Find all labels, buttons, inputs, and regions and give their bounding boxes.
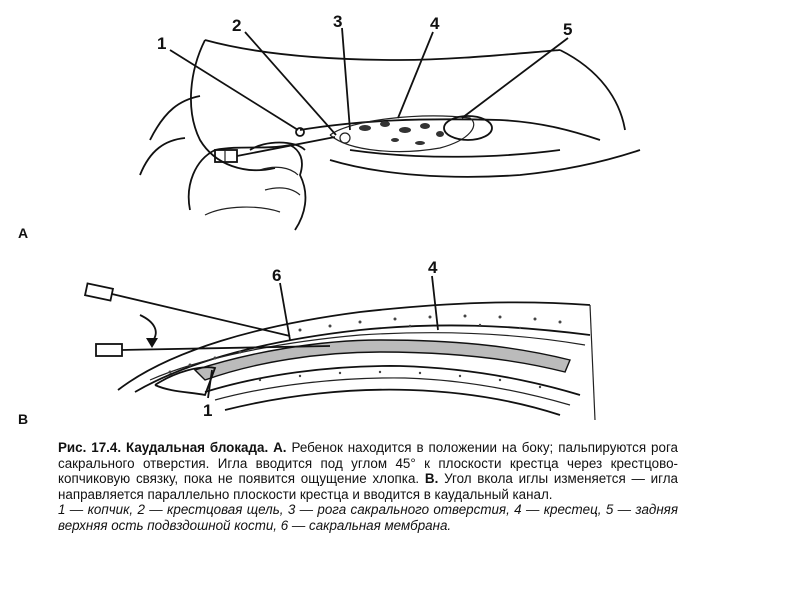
callout-6-b: 6 (272, 266, 282, 285)
caption-body (58, 440, 678, 502)
caption-label-b: В. (424, 471, 439, 487)
caption-legend: 1 — копчик, 2 — крестцовая щель, 3 — рога сакрального отверстия, 4 — крестец, 5 — задняя верхняя ость подвздошной кости, 6 — сакральная мембрана. (58, 502, 678, 533)
callout-line-5 (462, 38, 568, 118)
callout-5-a: 5 (563, 20, 573, 39)
panel-letter-a: A (18, 225, 29, 241)
callout-line-4 (398, 32, 433, 118)
caption-title: Рис. 17.4. Каудальная блокада. А. (58, 440, 287, 455)
figure-caption (58, 440, 678, 534)
callout-1-b: 1 (203, 401, 213, 420)
panel-a-drawing (18, 12, 640, 241)
callout-line-4-b (432, 276, 438, 330)
callout-4-b: 4 (428, 258, 438, 277)
callout-line-3 (342, 28, 350, 130)
callout-2-a: 2 (232, 16, 242, 35)
callout-1-a: 1 (157, 34, 167, 53)
callout-line-2 (245, 32, 336, 135)
panel-letter-b: B (18, 411, 29, 427)
panel-b-drawing (18, 258, 595, 427)
callout-line-1 (170, 50, 298, 130)
callout-line-6-b (280, 283, 290, 340)
caption-text-a: Ребенок находится в положении на боку; пальпируются рога сакрального отверстия. Игла вводится под углом 45° к плоскости крестца через крестцово-копчиковую связку, пока не появится ощущение хлопка. (58, 440, 678, 487)
callout-3-a: 3 (333, 12, 343, 31)
callout-4-a: 4 (430, 14, 440, 33)
caption-text-b: Угол вкола иглы изменяется — игла направляется параллельно плоскости крестца и вводится в каудальный канал. (58, 471, 678, 502)
sacrum-texture (359, 121, 444, 145)
